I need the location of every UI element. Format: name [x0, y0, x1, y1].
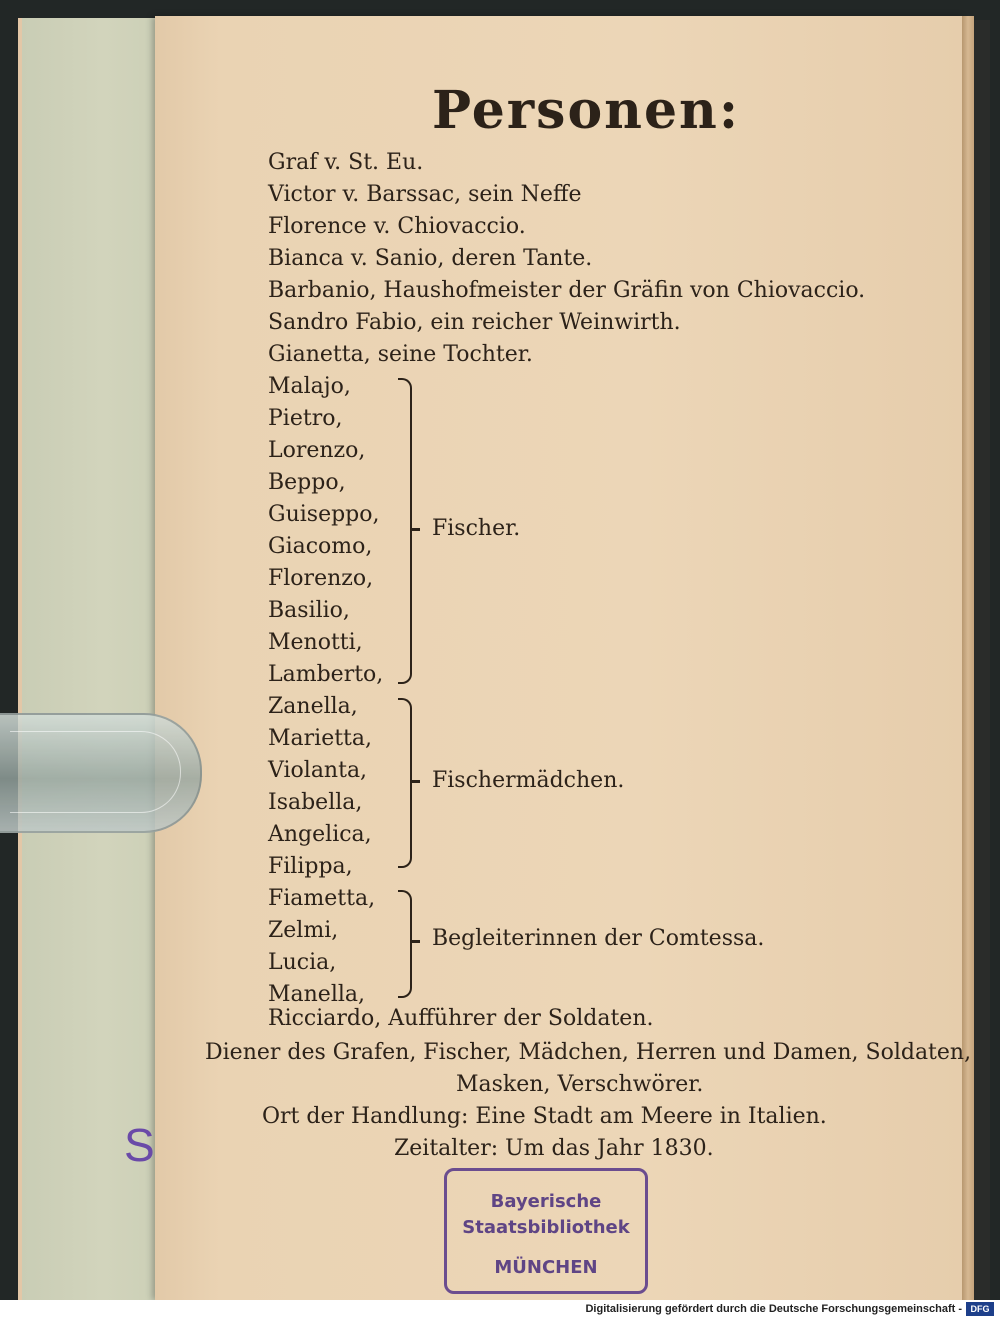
footer-credit: Digitalisierung gefördert durch die Deutsche Forschungsgemeinschaft -	[585, 1303, 962, 1315]
binding-strip	[22, 18, 157, 1300]
fisherman-name: Giacomo,	[268, 534, 373, 559]
era-line: Zeitalter: Um das Jahr 1830.	[394, 1136, 714, 1161]
character-line: Florence v. Chiovaccio.	[268, 214, 526, 239]
plastic-clip	[0, 713, 202, 833]
character-line: Victor v. Barssac, sein Neffe	[268, 182, 582, 207]
companion-name: Fiametta,	[268, 886, 376, 911]
fishergirl-name: Filippa,	[268, 854, 353, 879]
companions-label: Begleiterinnen der Comtessa.	[432, 926, 765, 951]
character-line: Graf v. St. Eu.	[268, 150, 424, 175]
fishergirl-name: Zanella,	[268, 694, 358, 719]
character-line: Sandro Fabio, ein reicher Weinwirth.	[268, 310, 681, 335]
character-line: Gianetta, seine Tochter.	[268, 342, 533, 367]
page-title: Personen:	[432, 80, 741, 141]
fishergirl-name: Isabella,	[268, 790, 363, 815]
character-line: Bianca v. Sanio, deren Tante.	[268, 246, 593, 271]
fishergirl-name: Violanta,	[268, 758, 368, 783]
fisherman-name: Pietro,	[268, 406, 343, 431]
fishermen-label: Fischer.	[432, 516, 521, 541]
fishergirls-label: Fischermädchen.	[432, 768, 625, 793]
ricciardo-line: Ricciardo, Aufführer der Soldaten.	[268, 1006, 654, 1031]
character-line: Barbanio, Haushofmeister der Gräfin von Chiovaccio.	[268, 278, 866, 303]
place-line: Ort der Handlung: Eine Stadt am Meere in Italien.	[262, 1104, 827, 1129]
stamp-line: MÜNCHEN	[494, 1257, 598, 1278]
fisherman-name: Lorenzo,	[268, 438, 366, 463]
companions-brace	[398, 890, 412, 998]
fisherman-name: Guiseppo,	[268, 502, 380, 527]
fisherman-name: Lamberto,	[268, 662, 384, 687]
stamp-line: Bayerische	[490, 1191, 602, 1212]
fisherman-name: Menotti,	[268, 630, 363, 655]
fisherman-name: Beppo,	[268, 470, 346, 495]
back-cover	[974, 20, 990, 1300]
dfg-logo: DFG	[966, 1302, 994, 1316]
fishermen-brace	[398, 378, 412, 684]
fisherman-name: Florenzo,	[268, 566, 374, 591]
brace-tip	[412, 940, 420, 943]
page-edge	[962, 16, 974, 1300]
fishergirls-brace	[398, 698, 412, 868]
margin-letter: S	[124, 1119, 155, 1171]
fishergirl-name: Angelica,	[268, 822, 372, 847]
fishergirl-name: Marietta,	[268, 726, 373, 751]
extras-line: Diener des Grafen, Fischer, Mädchen, Herren und Damen, Soldaten,	[205, 1040, 972, 1065]
companion-name: Zelmi,	[268, 918, 339, 943]
companion-name: Lucia,	[268, 950, 337, 975]
fisherman-name: Malajo,	[268, 374, 351, 399]
brace-tip	[412, 780, 420, 783]
fisherman-name: Basilio,	[268, 598, 350, 623]
library-stamp	[444, 1168, 648, 1294]
footer-bar	[0, 1300, 1000, 1319]
stamp-line: Staatsbibliothek	[462, 1217, 630, 1238]
brace-tip	[412, 528, 420, 531]
companion-name: Manella,	[268, 982, 366, 1007]
extras-line: Masken, Verschwörer.	[456, 1072, 704, 1097]
